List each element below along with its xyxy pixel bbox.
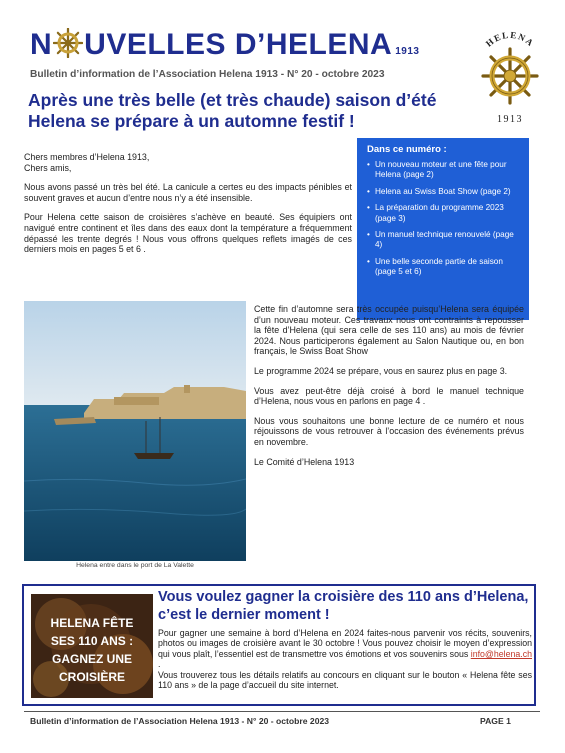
intro-paragraph-1: Nous avons passé un très bel été. La canicule a certes eu des impacts pénibles et souvent graves et aucun d’entre nous n’y a été insensible. bbox=[24, 182, 352, 203]
sidebar-title: Dans ce numéro : bbox=[367, 144, 447, 155]
masthead-title bbox=[30, 28, 419, 69]
column2-paragraph-2: Le programme 2024 se prépare, vous en saurez plus en page 3. bbox=[254, 365, 508, 376]
committee-signature: Le Comité d’Helena 1913 bbox=[254, 456, 355, 467]
svg-text:HELENA bbox=[484, 30, 536, 49]
contest-image-line: HELENA FÊTE bbox=[50, 616, 134, 630]
contest-details-text: Vous trouverez tous les détails relatifs au concours en cliquant sur le bouton « Helena fête ses 110 ans » de la page d’accueil du site internet. bbox=[158, 669, 532, 691]
bulletin-subtitle: Bulletin d’information de l’Association Helena 1913 - N° 20 - octobre 2023 bbox=[30, 69, 385, 80]
column2-paragraph-4: Nous vous souhaitons une bonne lecture de ce numéro et nous réjouissons de vous retrouver à l’occasion des événements prévus en novembre. bbox=[254, 415, 524, 447]
helena-logo bbox=[474, 22, 546, 126]
footer-text: Bulletin d’information de l’Association Helena 1913 - N° 20 - octobre 2023 bbox=[30, 716, 330, 726]
sidebar-item: • Un manuel technique renouvelé (page 4) bbox=[367, 230, 523, 251]
main-headline: Après une très belle (et très chaude) saison d’été Helena se prépare à un automne festif ! bbox=[28, 90, 437, 131]
greeting-line-2: Chers amis, bbox=[24, 162, 72, 173]
column2-paragraph-1: Cette fin d’automne sera très occupée puisqu’Helena sera équipée d’un nouveau moteur. Ces travaux nous ont contraints à repousser la fête d’Helena (qui sera celle de ses 110 ans) au mois de février 2024. Nous participerons également au Salon Nautique ou, en bon français, le Swiss Boat Show bbox=[254, 304, 524, 357]
intro-column bbox=[24, 152, 353, 264]
contents-sidebar bbox=[357, 138, 529, 320]
masthead-title-start: N bbox=[30, 28, 53, 61]
greeting-line-1: Chers membres d’Helena 1913, bbox=[24, 152, 150, 162]
email-link[interactable]: info@helena.ch bbox=[470, 648, 532, 659]
sidebar-item: • La préparation du programme 2023 (page 3) bbox=[367, 203, 523, 224]
sidebar-list bbox=[357, 160, 529, 278]
contest-body bbox=[158, 628, 532, 690]
contest-body-text: Pour gagner une semaine à bord d’Helena en 2024 faites-nous parvenir vos récits, souvenirs, photos ou images de croisière avant le 30 octobre ! Vous pouvez choisir le moyen d’expression qui vous plaît, l’essentiel est de transmettre vos émotions et vos souvenirs sous bbox=[158, 628, 532, 659]
contest-image-line: SES 110 ANS : bbox=[50, 634, 134, 648]
page-number: PAGE 1 bbox=[480, 716, 511, 726]
right-column bbox=[254, 304, 524, 476]
masthead-year: 1913 bbox=[395, 46, 420, 57]
footer-divider bbox=[24, 711, 540, 712]
sidebar-item: • Une belle seconde partie de saison (page 5 et 6) bbox=[367, 257, 523, 278]
contest-title: Vous voulez gagner la croisière des 110 ans d’Helena, c’est le dernier moment ! bbox=[158, 589, 529, 623]
intro-paragraph-2: Pour Helena cette saison de croisières s’achève en beauté. Ses équipiers ont navigué entre continent et îles dans des eaux dont la température a fréquemment dépassé les trente degrés ! Nous vous offrons quelques reflets imagés de ces derniers mois en pages 5 et 6 . bbox=[24, 212, 352, 255]
contest-image-text bbox=[31, 614, 153, 686]
contest-image bbox=[31, 594, 153, 698]
contest-image-line: GAGNEZ UNE bbox=[51, 652, 132, 666]
logo-top-text: HELENA bbox=[483, 29, 537, 49]
contest-body-text-end: . bbox=[158, 659, 161, 670]
logo-bottom-text: 1913 bbox=[497, 114, 523, 125]
sidebar-item: • Un nouveau moteur et une fête pour Helena (page 2) bbox=[367, 160, 523, 181]
ship-wheel-icon bbox=[53, 28, 83, 58]
harbour-photo bbox=[24, 301, 246, 561]
contest-box bbox=[22, 584, 536, 706]
contest-image-line: CROISIÈRE bbox=[58, 670, 125, 684]
masthead-title-end: UVELLES D’HELENA bbox=[84, 28, 393, 61]
sidebar-item: • Helena au Swiss Boat Show (page 2) bbox=[367, 187, 523, 197]
ship-wheel-icon bbox=[483, 49, 537, 103]
photo-caption: Helena entre dans le port de La Valette bbox=[76, 562, 194, 569]
column2-paragraph-3: Vous avez peut-être déjà croisé à bord le manuel technique d’Helena, nous vous en parlons en page 4 . bbox=[254, 385, 524, 407]
